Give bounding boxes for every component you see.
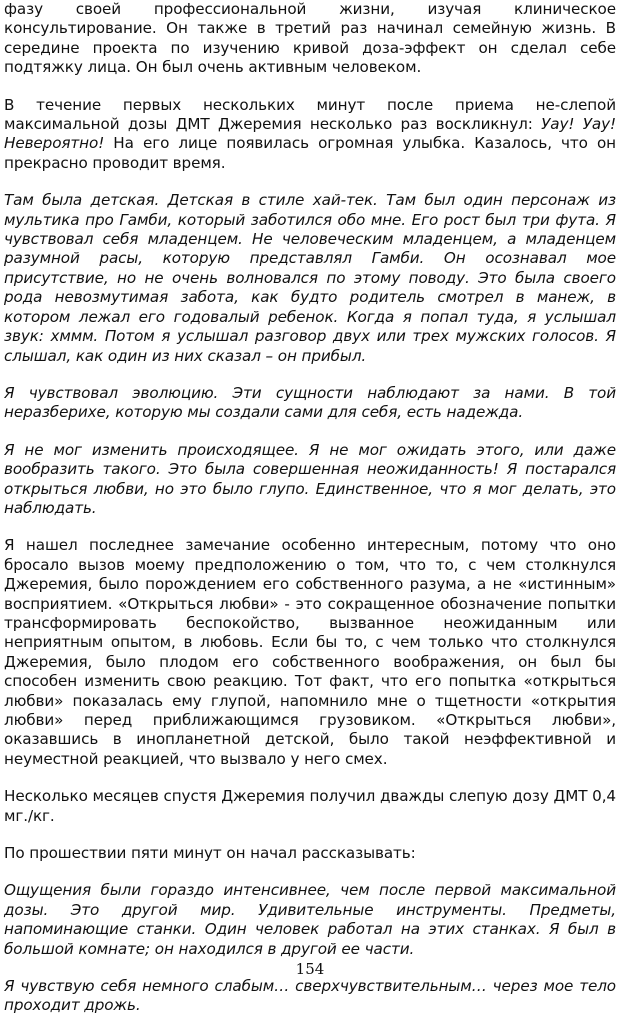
- quote-trembling: Я чувствую себя немного слабым… сверхчувствительным… через мое тело проходит дрожь.: [4, 977, 616, 1015]
- paragraph-five-minutes: По прошествии пяти минут он начал рассказывать:: [4, 844, 416, 863]
- paragraph-first-dose-after: На его лице появилась огромная улыбка. Казалось, что он прекрасно проводит время.: [4, 134, 616, 172]
- paragraph-double-blind-dose: Несколько месяцев спустя Джеремия получил дважды слепую дозу ДМТ 0,4 мг./кг.: [4, 787, 616, 825]
- paragraph-first-dose-exclamation: Уау! Уау! Невероятно!: [4, 115, 616, 153]
- quote-other-world: Ощущения были гораздо интенсивнее, чем после первой максимальной дозы. Это другой мир. Удивительные инструменты. Предметы, напоминающие станки. Один человек работал на этих станках. Я был в большой комнате; он находился в другой ее части.: [4, 881, 616, 958]
- quote-surprise: Я не мог изменить происходящее. Я не мог ожидать этого, или даже вообразить такого. Это была совершенная неожиданность! Я постарался открыться любви, но это было глупо. Единственное, что я мог делать, это наблюдать.: [4, 440, 616, 517]
- page-number: 154: [295, 960, 325, 978]
- paragraph-commentary: Я нашел последнее замечание особенно интересным, потому что оно бросало вызов моему предположению о том, что то, с чем столкнулся Джеремия, было порождением его собственного разума, а не «истинным» восприятием. «Открыться любви» - это сокращенное обозначение попытки трансформировать беспокойство, вызванное неожиданным или неприятным опытом, в любовь. Если бы то, с чем только что столкнулся Джеремия, было плодом его собственного воображения, он был бы способен изменить свою реакцию. Тот факт, что его попытка «открыться любви» показалась ему глупой, напомнило мне о тщетности «открытия любви» перед приближающимся грузовиком. «Открыться любви», оказавшись в инопланетной детской, было такой неэффективной и неуместной реакцией, что вызвало у него смех.: [4, 536, 616, 768]
- paragraph-first-dose: [4, 96, 616, 174]
- quote-evolution: Я чувствовал эволюцию. Эти сущности наблюдают за нами. В той неразберихе, которую мы создали сами для себя, есть надежда.: [4, 383, 616, 422]
- paragraph-jeremiah-background: фазу своей профессиональной жизни, изучая клиническое консультирование. Он также в третий раз начинал семейную жизнь. В середине проекта по изучению кривой доза-эффект он сделал себе подтяжку лица. Он был очень активным человеком.: [4, 0, 616, 77]
- book-page: [4, 0, 616, 1034]
- paragraph-first-dose-before: В течение первых нескольких минут после приема не-слепой максимальной дозы ДМТ Джеремия несколько раз воскликнул:: [4, 95, 616, 134]
- quote-nursery: Там была детская. Детская в стиле хай-тек. Там был один персонаж из мультика про Гамби, который заботился обо мне. Его рост был три фута. Я чувствовал себя младенцем. Не человеческим младенцем, а младенцем разумной расы, которую представлял Гамби. Он осознавал мое присутствие, но не очень волновался по этому поводу. Это была своего рода невозмутимая забота, как будто родитель смотрел в манеж, в котором лежал его годовалый ребенок. Когда я попал туда, я услышал звук: хммм. Потом я услышал разговор двух или трех мужских голосов. Я слышал, как один из них сказал – он прибыл.: [4, 191, 616, 365]
